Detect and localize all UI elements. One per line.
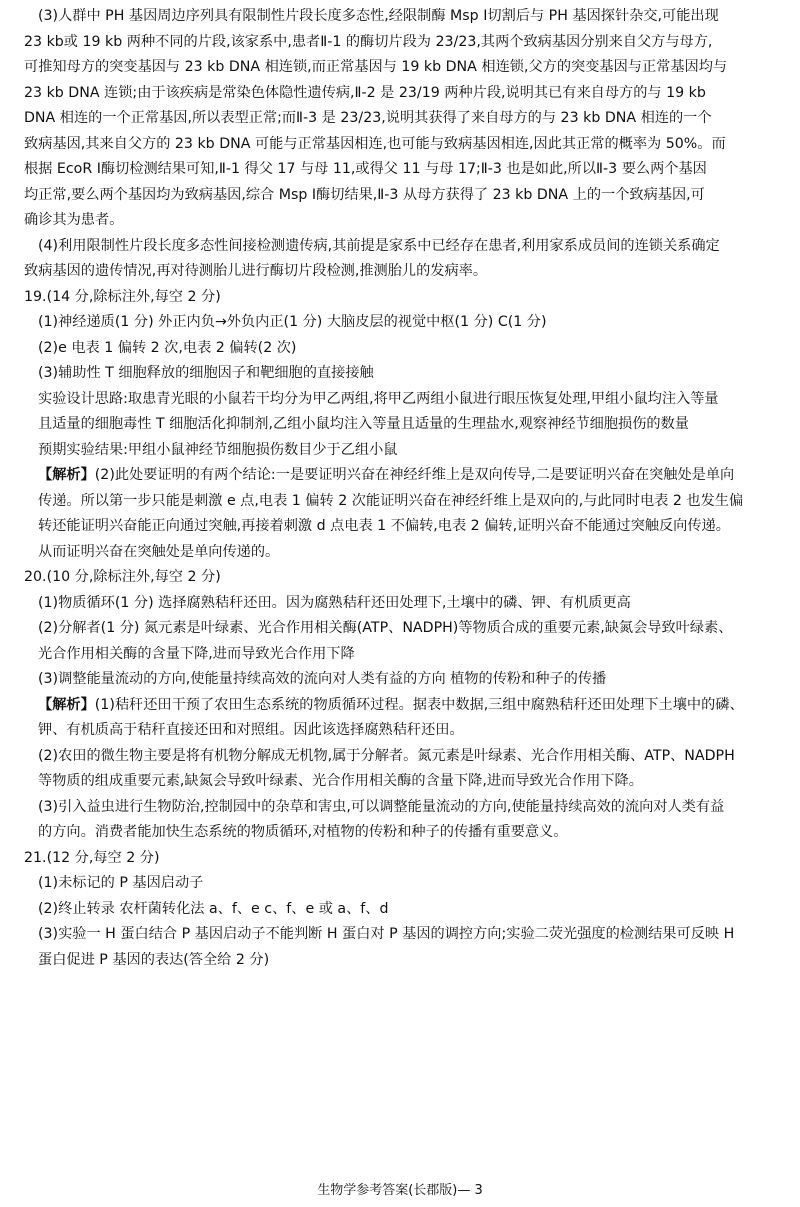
page-footer: 生物学参考答案(长郡版)— 3 (317, 1183, 483, 1198)
text-line: 致病基因,其来自父方的 23 kb DNA 可能与正常基因相连,也可能与致病基因相连,因此其正常的概率为 50%。而 (24, 135, 726, 152)
text-line: 23 kb DNA 连锁;由于该疾病是常染色体隐性遗传病,Ⅱ-2 是 23/19 两种片段,说明其已有来自母方的与 19 kb (24, 84, 706, 101)
analysis-line: 钾、有机质高于秸秆直接还田和对照组。因此该选择腐熟秸秆还田。 (38, 722, 464, 738)
text-line: 确诊其为患者。 (24, 212, 124, 228)
answer-line: 预期实验结果:甲组小鼠神经节细胞损伤数目少于乙组小鼠 (38, 441, 398, 458)
analysis-line (24, 463, 784, 489)
analysis-line (24, 693, 784, 719)
text-line: 致病基因的遗传情况,再对待测胎儿进行酶切片段检测,推测胎儿的发病率。 (24, 263, 488, 279)
answer-line: 蛋白促进 P 基因的表达(答全给 2 分) (38, 951, 270, 968)
answer-line: (1)神经递质(1 分) 外正内负→外负内正(1 分) 大脑皮层的视觉中枢(1 分) C(1 分) (38, 314, 547, 330)
page-content (24, 4, 784, 973)
analysis-text: (1)秸秆还田干预了农田生态系统的物质循环过程。据表中数据,三组中腐熟秸秆还田处理下土壤中的磷、 (94, 696, 744, 713)
question-20 (24, 565, 784, 846)
text-line: (3)人群中 PH 基因周边序列具有限制性片段长度多态性,经限制酶 Msp Ⅰ切割后与 PH 基因探针杂交,可能出现 (38, 8, 719, 24)
text-line: 可推知母方的突变基因与 23 kb DNA 相连锁,而正常基因与 19 kb DNA 相连锁,父方的突变基因与正常基因均与 (24, 59, 728, 75)
analysis-line: 从而证明兴奋在突触处是单向传递的。 (38, 543, 280, 560)
q18-part4 (24, 234, 784, 285)
text-line: 根据 EcoR Ⅰ酶切检测结果可知,Ⅱ-1 得父 17 与母 11,或得父 11 与母 17;Ⅱ-3 也是如此,所以Ⅱ-3 要么两个基因 (24, 161, 707, 177)
answer-line: (2)e 电表 1 偏转 2 次,电表 2 偏转(2 次) (38, 339, 297, 356)
question-header: 19.(14 分,除标注外,每空 2 分) (24, 288, 221, 305)
analysis-tag: 【解析】 (38, 467, 95, 483)
q18-part3 (24, 4, 784, 234)
analysis-text: (2)此处要证明的有两个结论:一是要证明兴奋在神经纤维上是双向传导,二是要证明兴奋在突触处是单向 (94, 467, 735, 483)
answer-line: (1)未标记的 P 基因启动子 (38, 875, 204, 891)
answer-line: (2)分解者(1 分) 氮元素是叶绿素、光合作用相关酶(ATP、NADPH)等物质合成的重要元素,缺氮会导致叶绿素、 (38, 620, 733, 636)
text-line: 23 kb或 19 kb 两种不同的片段,该家系中,患者Ⅱ-1 的酶切片段为 23/23,其两个致病基因分别来自父方与母方, (24, 33, 713, 50)
analysis-line: 转还能证明兴奋能正向通过突触,再接着刺激 d 点电表 1 不偏转,电表 2 偏转,证明兴奋不能通过突触反向传递。 (38, 518, 730, 534)
answer-line: (3)调整能量流动的方向,使能量持续高效的流向对人类有益的方向 植物的传粉和种子的传播 (38, 671, 607, 687)
text-line: (4)利用限制性片段长度多态性间接检测遗传病,其前提是家系中已经存在患者,利用家系成员间的连锁关系确定 (38, 237, 720, 254)
question-header: 21.(12 分,每空 2 分) (24, 849, 160, 866)
analysis-line: 的方向。消费者能加快生态系统的物质循环,对植物的传粉和种子的传播有重要意义。 (38, 824, 568, 840)
answer-line: (3)实验一 H 蛋白结合 P 基因启动子不能判断 H 蛋白对 P 基因的调控方向;实验二荧光强度的检测结果可反映 H (38, 926, 735, 942)
analysis-tag: 【解析】 (38, 696, 95, 713)
answer-line: (3)辅助性 T 细胞释放的细胞因子和靶细胞的直接接触 (38, 365, 374, 381)
analysis-line: 传递。所以第一步只能是刺激 e 点,电表 1 偏转 2 次能证明兴奋在神经纤维上是双向的,与此同时电表 2 也发生偏 (38, 492, 744, 509)
answer-line: (2)终止转录 农杆菌转化法 a、f、e c、f、e 或 a、f、d (38, 900, 389, 917)
answer-line: (1)物质循环(1 分) 选择腐熟秸秆还田。因为腐熟秸秆还田处理下,土壤中的磷、钾、有机质更高 (38, 594, 631, 611)
answer-line: 且适量的细胞毒性 T 细胞活化抑制剂,乙组小鼠均注入等量且适量的生理盐水,观察神经节细胞损伤的数量 (38, 416, 689, 432)
answer-line: 光合作用相关酶的含量下降,进而导致光合作用下降 (38, 645, 355, 662)
question-header: 20.(10 分,除标注外,每空 2 分) (24, 569, 221, 585)
analysis-line: 等物质的组成重要元素,缺氮会导致叶绿素、光合作用相关酶的含量下降,进而导致光合作用下降。 (38, 773, 643, 789)
analysis-line: (3)引入益虫进行生物防治,控制园中的杂草和害虫,可以调整能量流动的方向,使能量持续高效的流向对人类有益 (38, 798, 725, 815)
text-line: DNA 相连的一个正常基因,所以表型正常;而Ⅱ-3 是 23/23,说明其获得了来自母方的与 23 kb DNA 相连的一个 (24, 110, 712, 126)
answer-line: 实验设计思路:取患青光眼的小鼠若干均分为甲乙两组,将甲乙两组小鼠进行眼压恢复处理,甲组小鼠均注入等量 (38, 390, 719, 407)
text-line: 均正常,要么两个基因均为致病基因,综合 Msp Ⅰ酶切结果,Ⅱ-3 从母方获得了 23 kb DNA 上的一个致病基因,可 (24, 186, 705, 203)
question-19 (24, 285, 784, 566)
analysis-line: (2)农田的微生物主要是将有机物分解成无机物,属于分解者。氮元素是叶绿素、光合作用相关酶、ATP、NADPH (38, 747, 735, 764)
question-21 (24, 846, 784, 974)
